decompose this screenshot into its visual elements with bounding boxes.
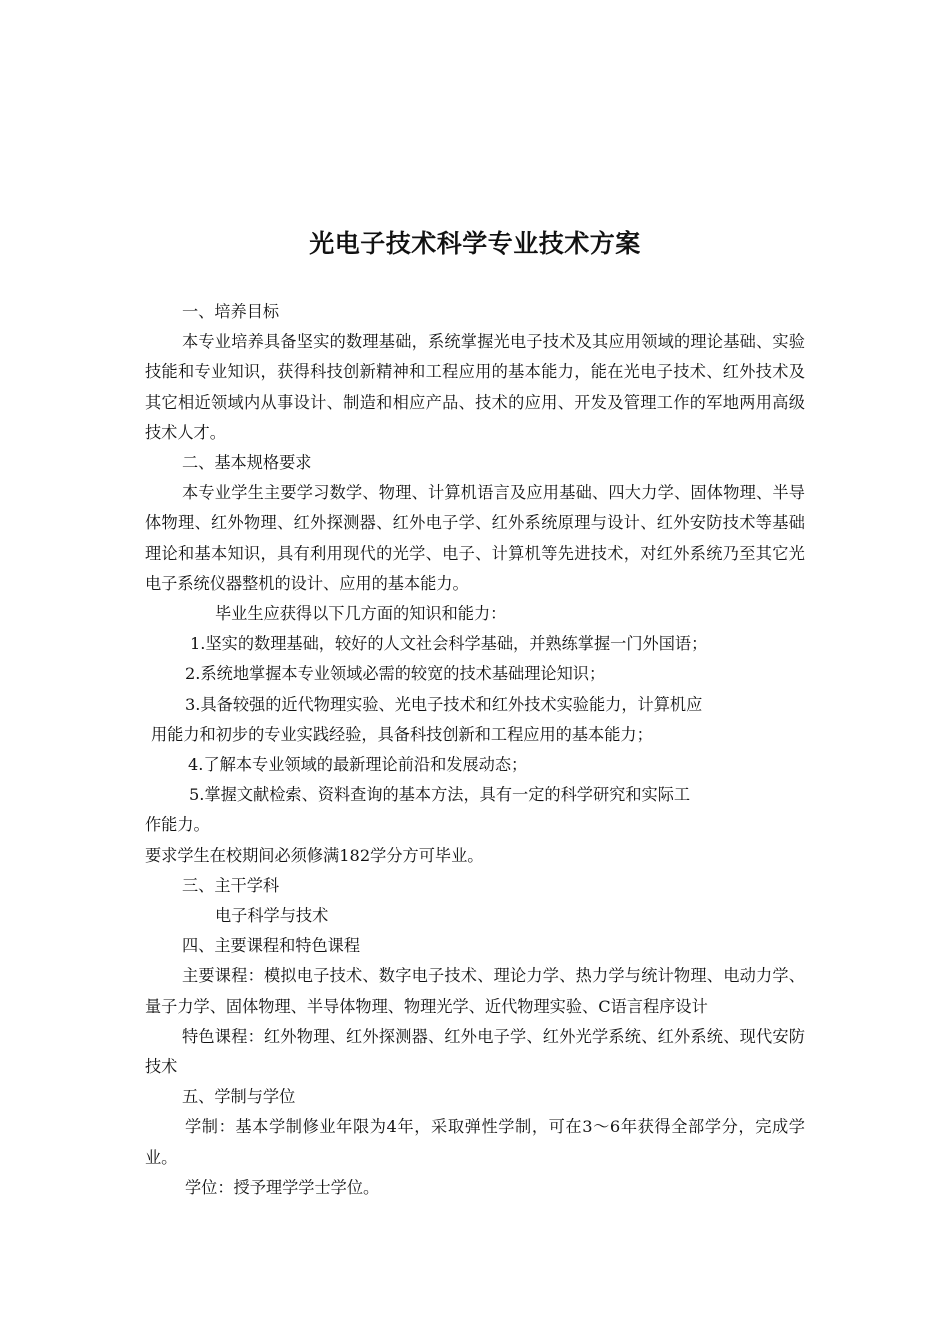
ability-item-3-line-1: 3.具备较强的近代物理实验、光电子技术和红外技术实验能力，计算机应 <box>185 694 703 714</box>
degree-paragraph: 学位：授予理学学士学位。 <box>185 1177 380 1197</box>
abilities-intro: 毕业生应获得以下几方面的知识和能力： <box>215 604 507 624</box>
document-title: 光电子技术科学专业技术方案 <box>309 229 641 258</box>
section-heading-requirements: 二、基本规格要求 <box>182 453 312 473</box>
main-discipline-content: 电子科学与技术 <box>215 906 329 926</box>
requirements-paragraph: 本专业学生主要学习数学、物理、计算机语言及应用基础、四大力学、固体物理、半导体物理、红外物理、红外探测器、红外电子学、红外系统原理与设计、红外安防技术等基础理论和基本知识，具有利用现代的光学、电子、计算机等先进技术，对红外系统乃至其它光电子系统仪器整机的设计、应用的基本能力。 <box>145 483 805 593</box>
ability-item-4: 4.了解本专业领域的最新理论前沿和发展动态； <box>188 755 528 775</box>
duration-paragraph: 学制：基本学制修业年限为4年，采取弹性学制，可在3～6年获得全部学分，完成学业。 <box>145 1117 805 1167</box>
section-heading-duration-degree: 五、学制与学位 <box>182 1087 296 1107</box>
ability-item-1: 1.坚实的数理基础，较好的人文社会科学基础，并熟练掌握一门外国语； <box>190 634 708 654</box>
section-heading-main-discipline: 三、主干学科 <box>182 875 280 895</box>
section-heading-training-goal: 一、培养目标 <box>182 302 280 321</box>
ability-item-5-line-2: 作能力。 <box>145 815 210 835</box>
special-courses-paragraph: 特色课程：红外物理、红外探测器、红外电子学、红外光学系统、红外系统、现代安防技术 <box>145 1026 805 1077</box>
ability-item-3-line-2: 用能力和初步的专业实践经验，具备科技创新和工程应用的基本能力； <box>151 724 653 744</box>
ability-item-5 <box>145 780 805 840</box>
document-body <box>145 297 805 1203</box>
training-goal-paragraph: 本专业培养具备坚实的数理基础，系统掌握光电子技术及其应用领域的理论基础、实验技能和专业知识，获得科技创新精神和工程应用的基本能力，能在光电子技术、红外技术及其它相近领域内从事设计、制造和相应产品、技术的应用、开发及管理工作的军地两用高级技术人才。 <box>145 332 805 442</box>
ability-item-2: 2.系统地掌握本专业领域必需的较宽的技术基础理论知识； <box>185 664 606 684</box>
section-heading-courses: 四、主要课程和特色课程 <box>182 936 361 956</box>
main-courses-paragraph: 主要课程：模拟电子技术、数字电子技术、理论力学、热力学与统计物理、电动力学、量子力学、固体物理、半导体物理、物理光学、近代物理实验、C语言程序设计 <box>145 966 805 1016</box>
ability-item-5-line-1: 5.掌握文献检索、资料查询的基本方法，具有一定的科学研究和实际工 <box>189 785 691 805</box>
credits-requirement: 要求学生在校期间必须修满182学分方可毕业。 <box>145 845 484 865</box>
ability-item-3 <box>145 690 805 750</box>
